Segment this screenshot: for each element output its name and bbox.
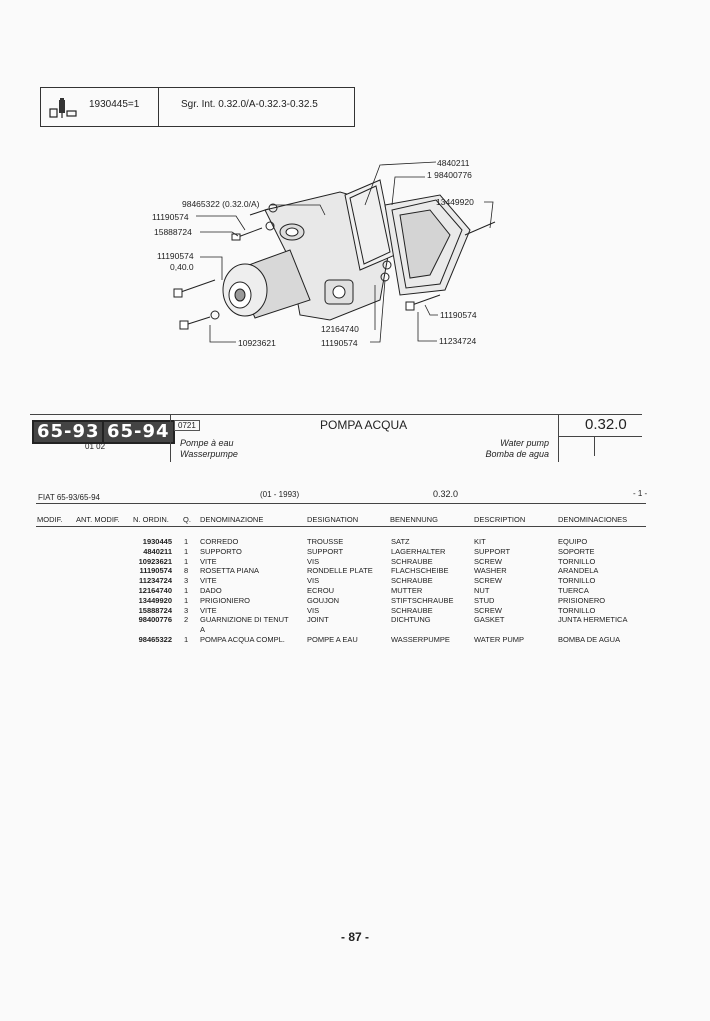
cell-name-italian: VITE	[200, 576, 217, 586]
cell-name-english: WATER PUMP	[474, 635, 524, 644]
cell-name-english: KIT	[474, 537, 486, 546]
meta-date: (01 - 1993)	[260, 490, 300, 499]
title-subcode: 01 02	[85, 442, 106, 451]
page-number: - 87 -	[340, 930, 369, 944]
water-pump-exploded-diagram	[120, 150, 520, 365]
cell-part-number: 10923621	[138, 556, 172, 566]
kit-quantity-text: 1930445=1	[89, 99, 140, 110]
cell-name-italian: ROSETTA PIANA	[200, 566, 260, 576]
cell-name-italian: DADO	[200, 586, 222, 595]
cell-name-german: MUTTER	[391, 586, 423, 595]
group-name-german: Wasserpumpe	[180, 449, 238, 459]
header-rule	[36, 526, 646, 527]
title-code-rule	[558, 436, 642, 437]
cell-quantity: 1	[184, 586, 189, 595]
cell-quantity: 3	[184, 605, 189, 615]
cell-name-french: GOUJON	[307, 595, 340, 605]
title-divider-left	[170, 414, 171, 462]
table-row	[0, 576, 710, 586]
cell-name-english: WASHER	[474, 566, 507, 576]
header-ant-modif: ANT. MODIF.	[76, 515, 120, 524]
meta-group: 0.32.0	[433, 489, 459, 499]
cell-name-german: SCHRAUBE	[391, 556, 433, 566]
table-row	[0, 606, 710, 616]
cell-name-french: POMPE A EAU	[307, 635, 358, 644]
table-row	[0, 557, 710, 567]
cell-quantity: 1	[184, 556, 189, 566]
table-row	[0, 537, 710, 547]
label-11190574-a: 11190574	[152, 212, 189, 222]
cell-quantity: 1	[184, 537, 189, 546]
header-designation: DESIGNATION	[307, 515, 359, 524]
cell-name-spanish: TORNILLO	[558, 556, 596, 566]
table-row	[0, 615, 710, 625]
cell-name-german: SCHRAUBE	[391, 576, 433, 586]
cell-name-french: TROUSSE	[307, 537, 344, 546]
cell-name-german: DICHTUNG	[391, 615, 431, 625]
model-badge-65-93: 65-93	[32, 420, 105, 444]
cell-name-german: WASSERPUMPE	[391, 635, 450, 644]
cell-name-spanish: BOMBA DE AGUA	[558, 635, 621, 644]
cell-name-english: SCREW	[474, 605, 502, 615]
cell-name-italian: SUPPORTO	[200, 546, 242, 556]
label-0-40-0: 0,40.0	[170, 262, 194, 272]
cell-name-french: JOINT	[307, 615, 329, 625]
label-12164740: 12164740	[321, 324, 359, 334]
cell-name-english: STUD	[474, 595, 495, 605]
cell-quantity: 2	[184, 615, 189, 625]
title-code-divider	[594, 436, 595, 456]
table-row	[0, 596, 710, 606]
model-badge-65-94: 65-94	[102, 420, 175, 444]
cell-quantity: 1	[184, 635, 189, 644]
cell-name-italian: VITE	[200, 605, 217, 615]
cell-name-spanish: TUERCA	[558, 586, 589, 595]
cell-name-italian: VITE	[200, 556, 217, 566]
cell-name-spanish: TORNILLO	[558, 605, 596, 615]
label-11234724: 11234724	[439, 336, 477, 346]
group-name-french: Pompe à eau	[180, 438, 234, 448]
box-divider	[158, 88, 159, 126]
cell-name-german: LAGERHALTER	[391, 546, 446, 556]
header-modif: MODIF.	[37, 515, 63, 524]
cell-name-german: STIFTSCHRAUBE	[391, 595, 454, 605]
subgroups-text: Sgr. Int. 0.32.0/A-0.32.3-0.32.5	[181, 99, 318, 110]
title-block	[30, 414, 642, 462]
cell-name-italian: A	[200, 625, 206, 635]
cell-part-number: 15888724	[138, 605, 172, 615]
header-benennung: BENENNUNG	[390, 515, 438, 524]
title-divider-right	[558, 414, 559, 462]
cell-part-number: 11234724	[139, 576, 172, 586]
cell-name-italian: CORREDO	[200, 537, 239, 546]
cell-name-spanish: ARANDELA	[558, 566, 599, 576]
cell-name-french: RONDELLE PLATE	[307, 566, 373, 576]
cell-name-english: GASKET	[474, 615, 505, 625]
cell-quantity: 1	[184, 595, 189, 605]
cell-name-english: SCREW	[474, 556, 502, 566]
group-name-italian: POMPA ACQUA	[320, 418, 408, 432]
cell-part-number: 12164740	[138, 586, 172, 595]
cell-part-number: 11190574	[139, 566, 172, 576]
cell-name-german: FLACHSCHEIBE	[391, 566, 449, 576]
table-row	[0, 586, 710, 596]
cell-name-italian: PRIGIONIERO	[200, 595, 251, 605]
cell-name-spanish: SOPORTE	[558, 546, 595, 556]
label-4840211: 4840211	[437, 158, 470, 168]
table-header	[0, 515, 710, 525]
cell-name-spanish: JUNTA HERMETICA	[558, 615, 628, 625]
cell-part-number: 4840211	[143, 546, 172, 556]
cell-quantity: 3	[184, 576, 189, 586]
header-description: DESCRIPTION	[474, 515, 526, 524]
cell-part-number: 13449920	[138, 595, 172, 605]
cell-name-french: VIS	[307, 576, 320, 586]
header-q: Q.	[183, 515, 191, 524]
meta-page: - 1 -	[633, 489, 648, 498]
title-top-rule	[30, 414, 642, 415]
header-ordin: N. ORDIN.	[133, 515, 169, 524]
group-code: 0.32.0	[585, 416, 627, 433]
parts-table-body	[0, 537, 710, 647]
cell-name-french: VIS	[307, 556, 320, 566]
cell-quantity: 1	[184, 546, 189, 556]
table-row	[0, 625, 710, 635]
cell-name-italian: GUARNIZIONE DI TENUT	[200, 615, 289, 625]
cell-name-spanish: EQUIPO	[558, 537, 588, 546]
table-row	[0, 635, 710, 645]
cell-name-spanish: TORNILLO	[558, 576, 596, 586]
label-98465322: 98465322 (0.32.0/A)	[182, 199, 260, 209]
label-13449920: 13449920	[436, 197, 474, 207]
table-row	[0, 547, 710, 557]
table-row	[0, 566, 710, 576]
meta-rule	[36, 503, 646, 504]
cell-name-french: VIS	[307, 605, 320, 615]
cell-name-english: SUPPORT	[474, 546, 511, 556]
cell-name-french: SUPPORT	[307, 546, 344, 556]
group-name-spanish: Bomba de agua	[485, 449, 549, 459]
label-11190574-b: 11190574	[157, 251, 194, 261]
cell-part-number: 98465322	[138, 635, 172, 644]
label-11190574-d: 11190574	[440, 310, 477, 320]
cell-name-english: SCREW	[474, 576, 502, 586]
cell-quantity: 8	[184, 566, 189, 576]
title-code: 0721	[174, 420, 200, 431]
cell-part-number: 98400776	[138, 615, 172, 625]
meta-model: FIAT 65-93/65-94	[38, 493, 100, 502]
label-10923621: 10923621	[238, 338, 276, 348]
cell-part-number: 1930445	[142, 537, 172, 546]
kit-reference-box	[40, 87, 355, 127]
label-11190574-c: 11190574	[321, 338, 358, 348]
cell-name-italian: POMPA ACQUA COMPL.	[200, 635, 285, 644]
group-name-english: Water pump	[500, 438, 549, 448]
header-denominaciones: DENOMINACIONES	[558, 515, 628, 524]
cell-name-french: ECROU	[307, 586, 335, 595]
cell-name-english: NUT	[474, 586, 490, 595]
header-denominazione: DENOMINAZIONE	[200, 515, 264, 524]
label-15888724: 15888724	[154, 227, 192, 237]
cell-name-german: SATZ	[391, 537, 410, 546]
cell-name-german: SCHRAUBE	[391, 605, 433, 615]
label-98400776: 1 98400776	[427, 170, 472, 180]
cell-name-spanish: PRISIONERO	[558, 595, 606, 605]
kit-icon	[49, 97, 79, 119]
